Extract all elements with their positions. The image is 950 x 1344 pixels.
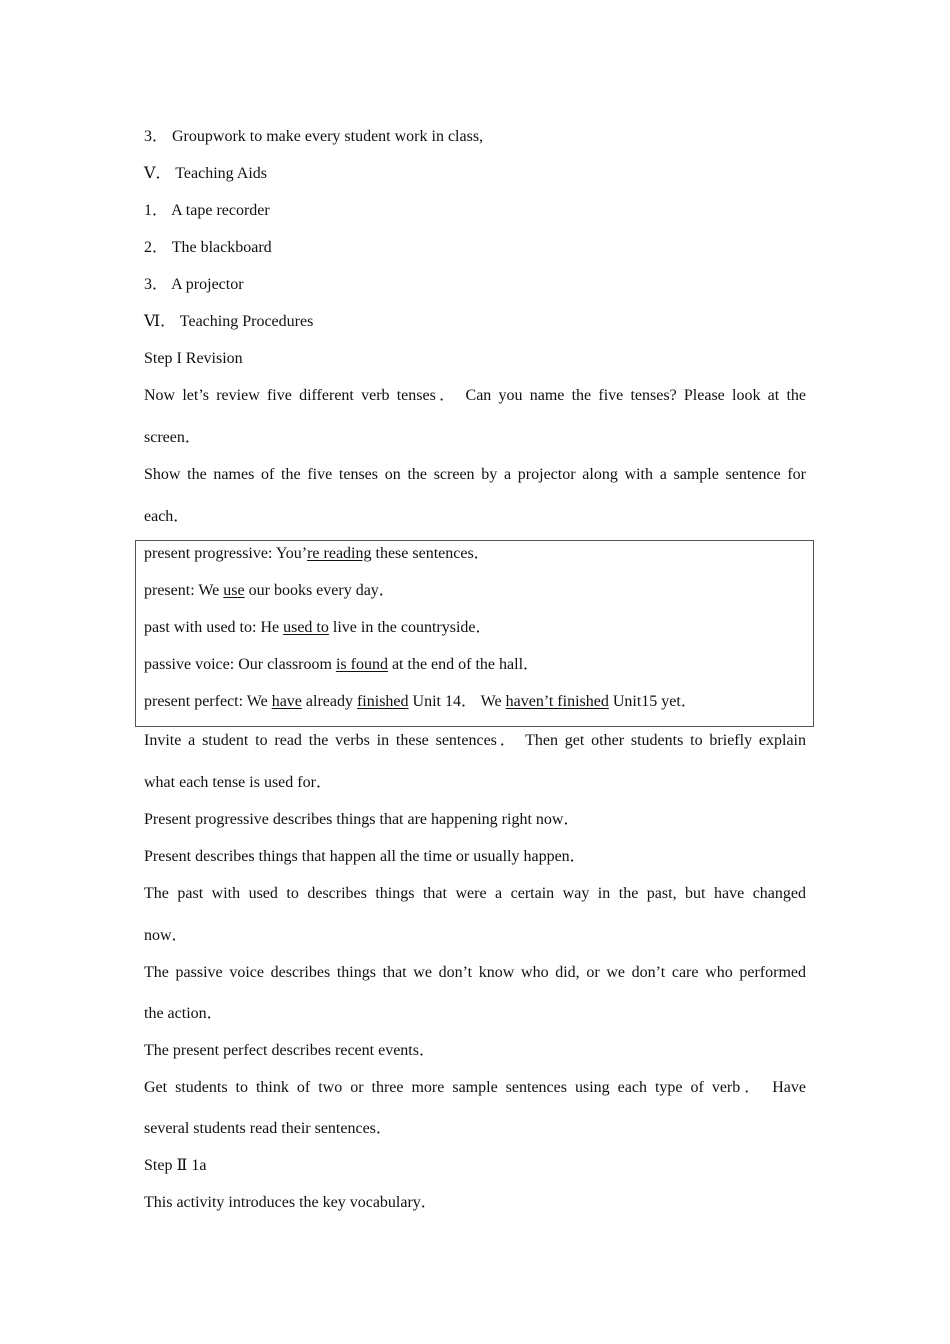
paragraph-3-line-2: what each tense is used for．	[144, 774, 332, 791]
step-1-heading: Step I Revision	[144, 350, 243, 367]
paragraph-4-line-2: several students read their sentences．	[144, 1120, 392, 1137]
explanation-4-line-1: The passive voice describes things that we don’t know who did, or we don’t care who performed	[144, 964, 806, 981]
paragraph-2-line-2: each．	[144, 508, 190, 525]
explanation-2: Present describes things that happen all the time or usually happen．	[144, 848, 586, 865]
example-passive-voice: passive voice: Our classroom is found at the end of the hall．	[144, 656, 540, 673]
step-2-heading: Step Ⅱ 1a	[144, 1157, 207, 1174]
objective-item-3: 3． Groupwork to make every student work in class,	[144, 128, 484, 145]
section-6-heading: Ⅵ． Teaching Procedures	[144, 313, 314, 330]
aid-item-3: 3． A projector	[144, 276, 244, 293]
paragraph-1-line-1: Now let’s review five different verb tenses． Can you name the five tenses? Please look at the	[144, 387, 806, 404]
aid-item-2: 2． The blackboard	[144, 239, 272, 256]
paragraph-1-line-2: screen．	[144, 429, 201, 446]
step-2-text: This activity introduces the key vocabulary．	[144, 1194, 437, 1211]
example-present: present: We use our books every day．	[144, 582, 395, 599]
explanation-1: Present progressive describes things that are happening right now．	[144, 811, 580, 828]
explanation-5: The present perfect describes recent events．	[144, 1042, 435, 1059]
explanation-4-line-2: the action．	[144, 1005, 223, 1022]
paragraph-4-line-1: Get students to think of two or three more sample sentences using each type of verb． Have	[144, 1079, 806, 1096]
paragraph-2-line-1: Show the names of the five tenses on the screen by a projector along with a sample sentence for	[144, 466, 806, 483]
example-present-progressive: present progressive: You’re reading these sentences．	[144, 545, 490, 562]
example-past-used-to: past with used to: He used to live in the countryside．	[144, 619, 492, 636]
section-5-heading: Ⅴ． Teaching Aids	[144, 165, 268, 182]
paragraph-3-line-1: Invite a student to read the verbs in these sentences． Then get other students to briefly explain	[144, 732, 806, 749]
example-present-perfect: present perfect: We have already finished Unit 14． We haven’t finished Unit15 yet．	[144, 693, 697, 710]
aid-item-1: 1． A tape recorder	[144, 202, 270, 219]
explanation-3-line-2: now．	[144, 927, 188, 944]
explanation-3-line-1: The past with used to describes things that were a certain way in the past, but have changed	[144, 885, 806, 902]
